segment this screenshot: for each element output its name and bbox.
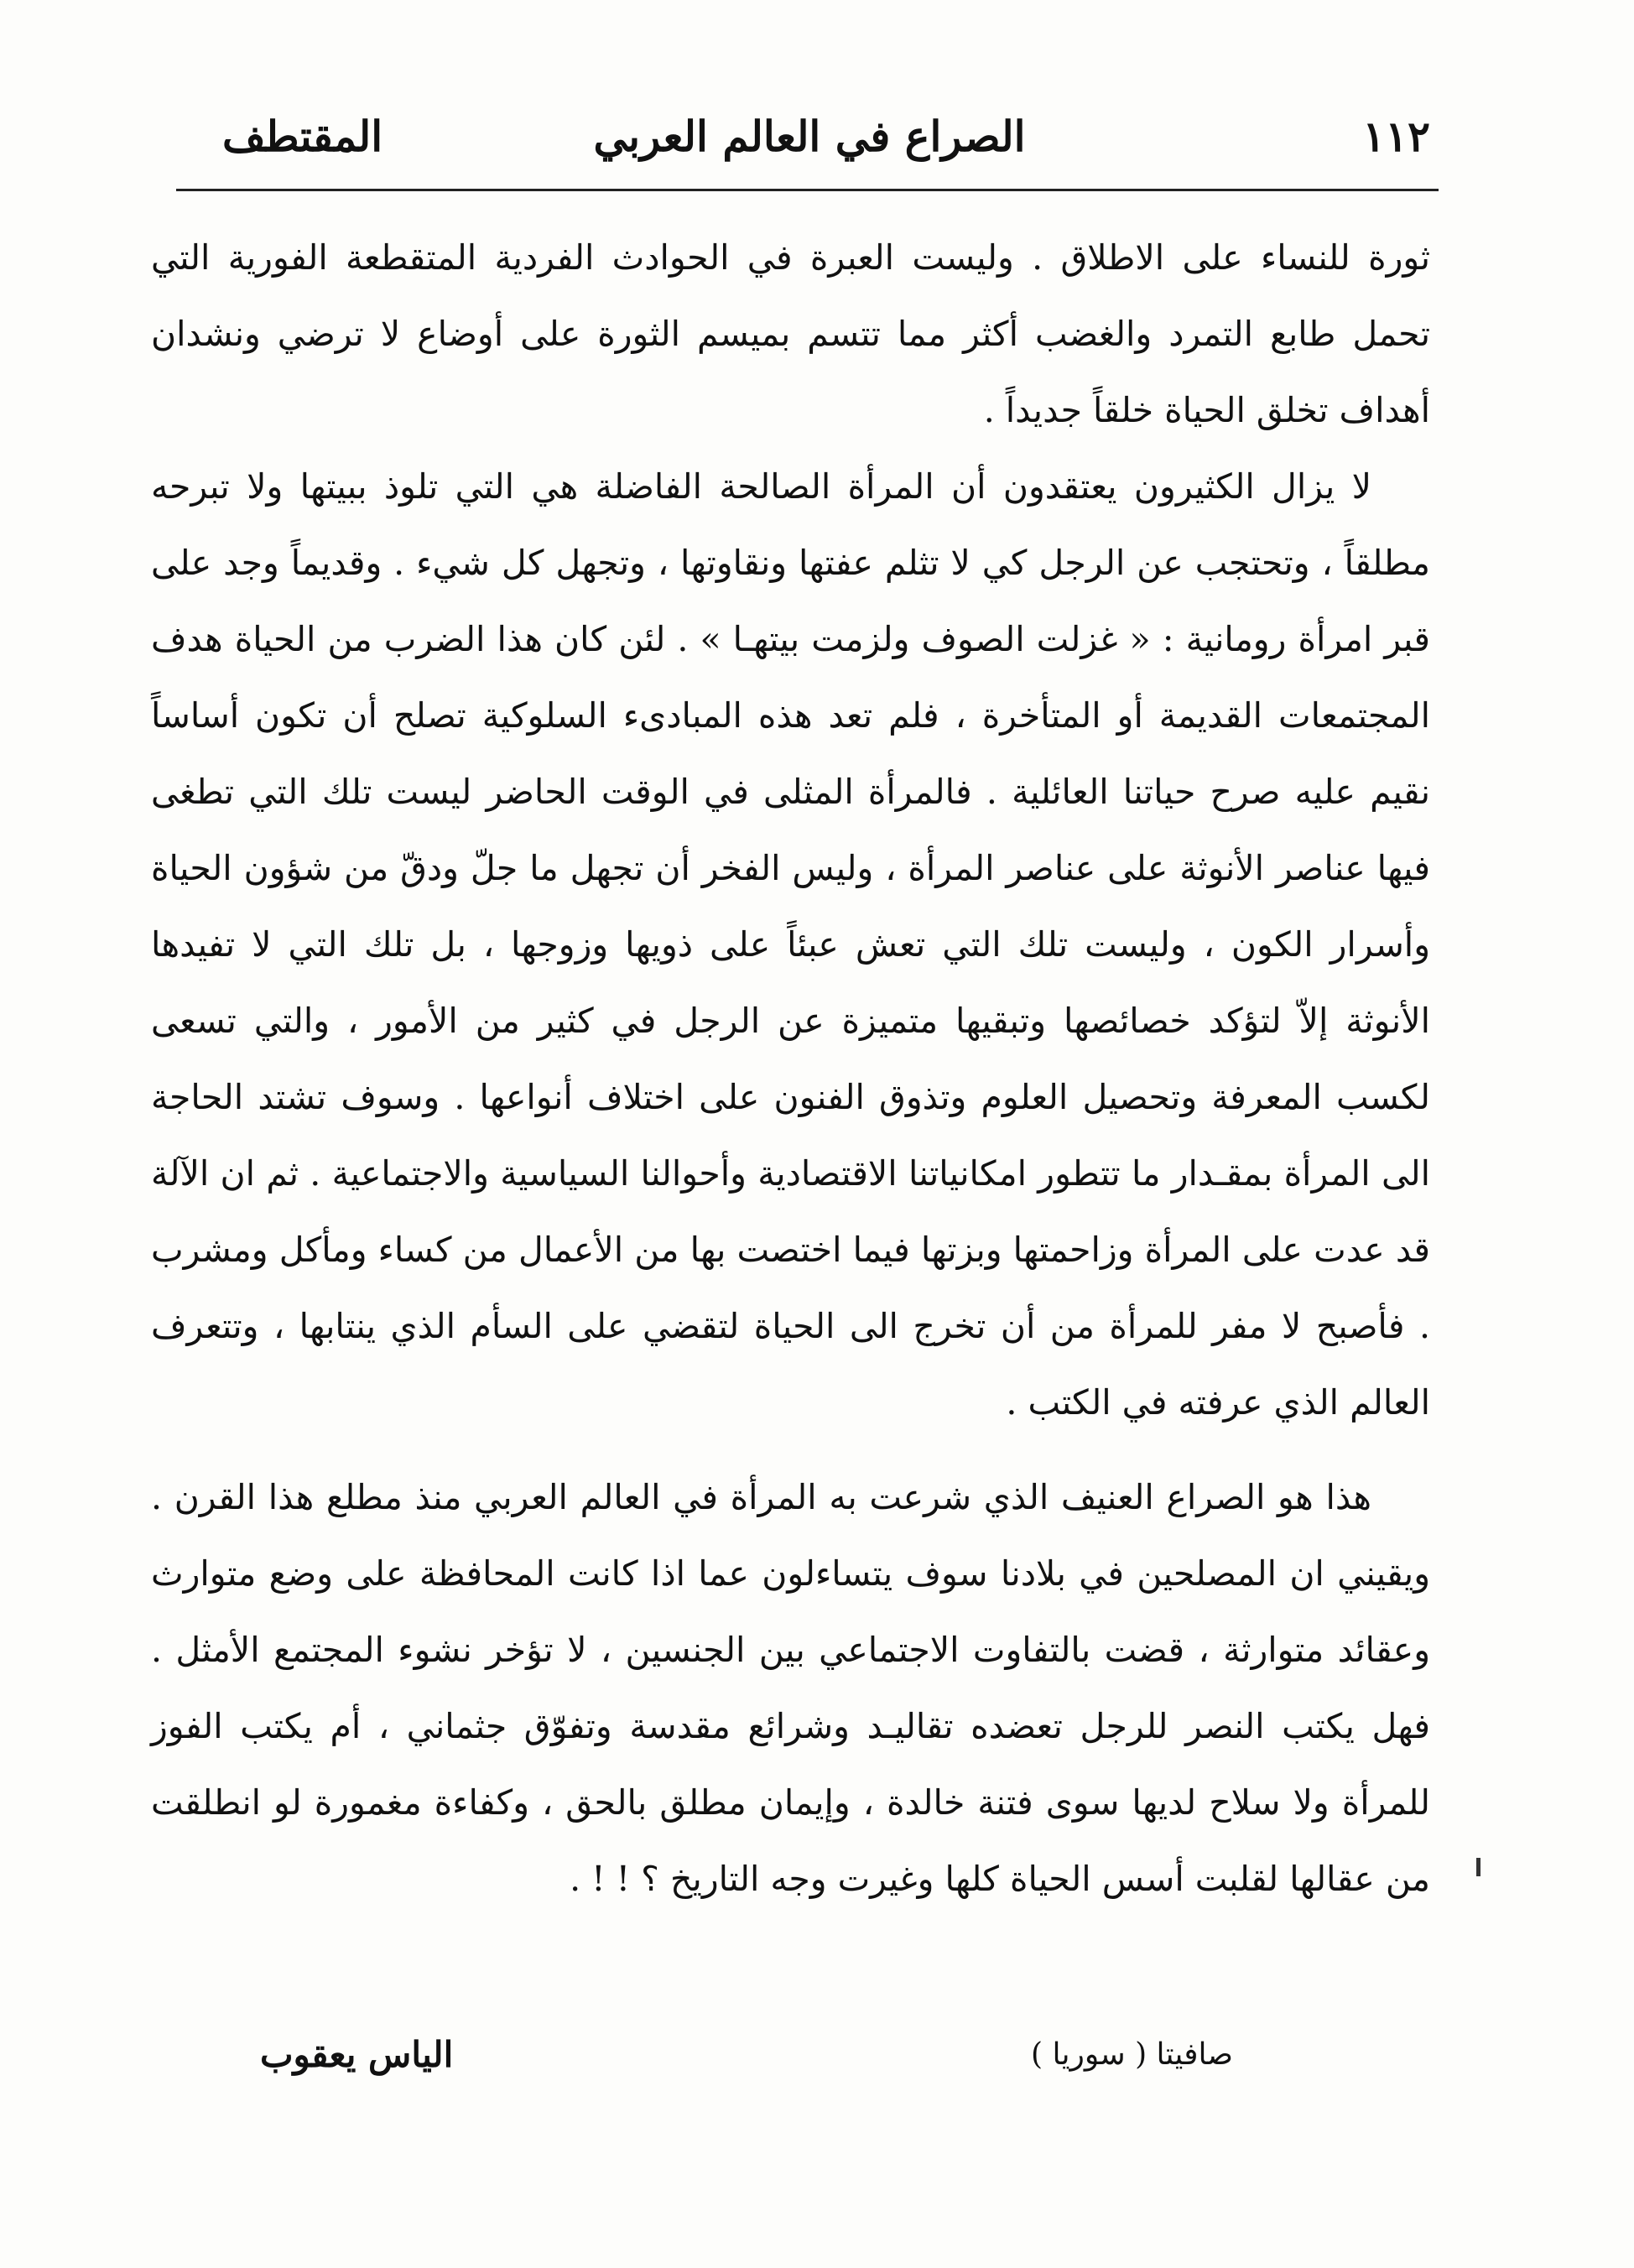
margin-mark [1476, 1858, 1480, 1876]
running-header [189, 99, 1430, 174]
author-location: صافيتا ( سوريا ) [1031, 2037, 1233, 2072]
page-number: ١١٢ [1362, 112, 1430, 161]
paragraph: هذا هو الصراع العنيف الذي شرعت به المرأة في العالم العربي منذ مطلع هذا القرن . ويقيني ان المصلحين في بلادنا سوف يتساءلون عما اذا كانت المحافظة على وضع متوارث وعقائد متوارثة ، قضت بالتفاوت الاجتماعي بين الجنسين ، لا تؤخر نشوء المجتمع الأمثل . فهل يكتب النصر للرجل تعضده تقاليـد وشرائع مقدسة وتفوّق جثماني ، أم يكتب الفوز للمرأة ولا سلاح لديها سوى فتنة خالدة ، وإيمان مطلق بالحق ، وكفاءة مغمورة لو انطلقت من عقالها لقلبت أسس الحياة كلها وغيرت وجه التاريخ ؟ ! ! . [151, 1477, 1430, 1899]
signature-block [260, 2021, 1233, 2089]
article-body [151, 220, 1430, 1917]
paragraph-continuation: ثورة للنساء على الاطلاق . وليست العبرة في الحوادث الفردية المتقطعة الفورية التي تحمل طابع التمرد والغضب أكثر مما تتسم بميسم الثورة على أوضاع لا ترضي ونشدان أهداف تخلق الحياة خلقاً جديداً . [151, 237, 1430, 430]
journal-name: المقتطف [222, 112, 383, 161]
header-rule [176, 189, 1439, 191]
paragraph: لا يزال الكثيرون يعتقدون أن المرأة الصالحة الفاضلة هي التي تلوذ ببيتها ولا تبرحه مطلقاً ، وتحتجب عن الرجل كي لا تثلم عفتها ونقاوتها ، وتجهل كل شيء . وقديماً وجد على قبر امرأة رومانية : « غزلت الصوف ولزمت بيتهـا » . لئن كان هذا الضرب من الحياة هدف المجتمعات القديمة أو المتأخرة ، فلم تعد هذه المبادىء السلوكية تصلح أن تكون أساساً نقيم عليه صرح حياتنا العائلية . فالمرأة المثلى في الوقت الحاضر ليست تلك التي تطغى فيها عناصر الأنوثة على عناصر المرأة ، وليس الفخر أن تجهل ما جلّ ودقّ من شؤون الحياة وأسرار الكون ، وليست تلك التي تعش عبئاً على ذويها وزوجها ، بل تلك التي لا تفيدها الأنوثة إلاّ لتؤكد خصائصها وتبقيها متميزة عن الرجل في كثير من الأمور ، والتي تسعى لكسب المعرفة وتحصيل العلوم وتذوق الفنون على اختلاف أنواعها . وسوف تشتد الحاجة الى المرأة بمقـدار ما تتطور امكانياتنا الاقتصادية وأحوالنا السياسية والاجتماعية . ثم ان الآلة قد عدت على المرأة وزاحمتها وبزتها فيما اختصت بها من الأعمال من كساء ومأكل ومشرب . فأصبح لا مفر للمرأة من أن تخرج الى الحياة لتقضي على السأم الذي ينتابها ، وتتعرف العالم الذي عرفته في الكتب . [151, 466, 1430, 1423]
running-title: الصراع في العالم العربي [593, 112, 1026, 161]
author-name: الياس يعقوب [260, 2034, 454, 2075]
